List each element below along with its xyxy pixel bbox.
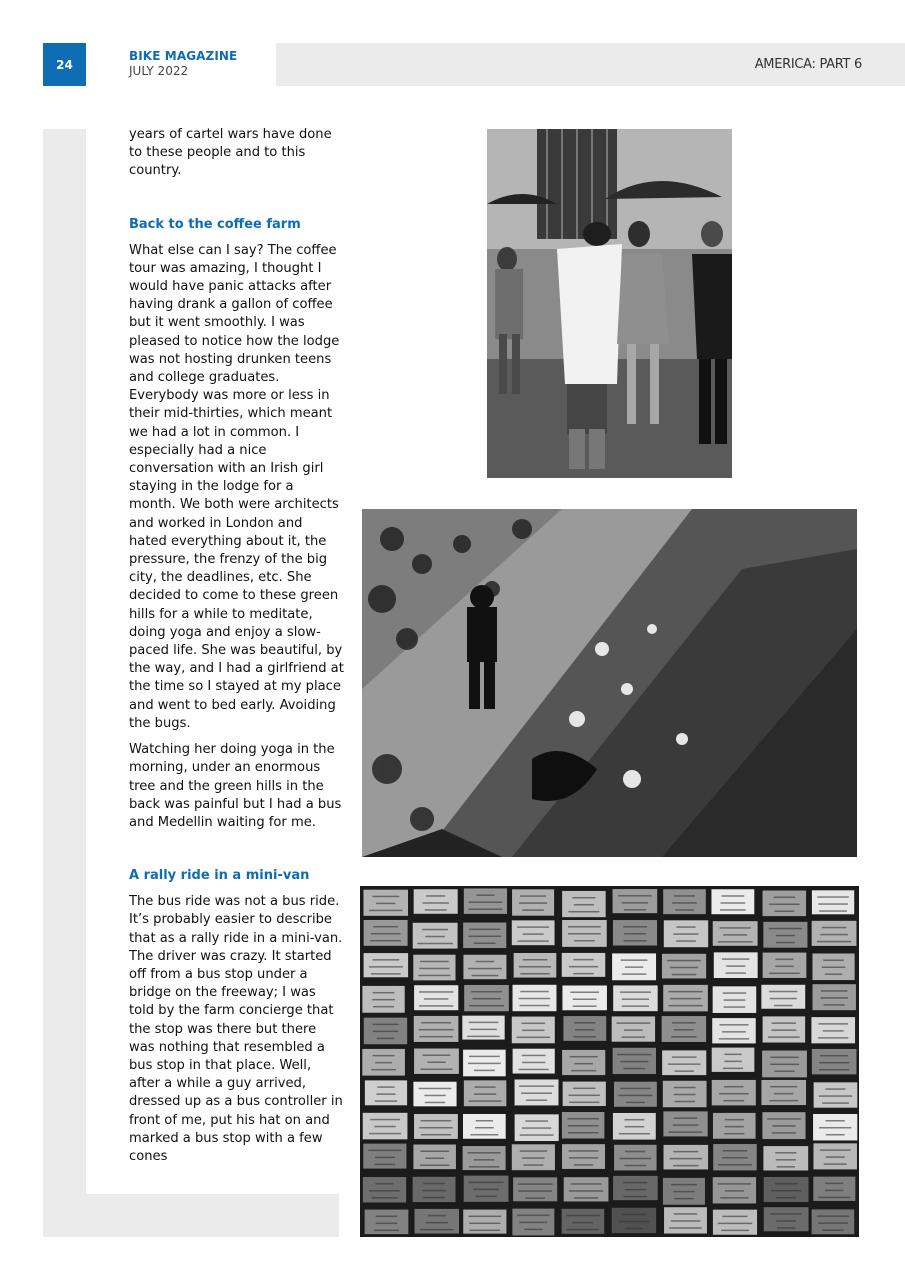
- article-column: [129, 126, 344, 1174]
- heading-coffee-farm: Back to the coffee farm: [129, 216, 301, 232]
- section-title: AMERICA: PART 6: [754, 57, 862, 72]
- footer-strip: [43, 1194, 339, 1237]
- paragraph-yoga: Watching her doing yoga in the morning, under an enormous tree and the green hills in the back was painful but I had a bus and Medellin waiting for me.: [129, 742, 342, 830]
- heading-rally-ride: A rally ride in a mini-van: [129, 868, 310, 884]
- issue-date: JULY 2022: [129, 64, 189, 78]
- paragraph-coffee-tour: What else can I say? The coffee tour was amazing, I thought I would have panic attacks after having drank a gallon of coffee but it went smoothly. I was pleased to notice how the lodge was not hosting drunken teens and college graduates. Everybody was more or less in their mid-thirties, which meant we had a lot in common. I especially had a nice conversation with an Irish girl staying in the lodge for a month. We both were architects and worked in London and hated everything about it, the pressure, the frenzy of the big city, the deadlines, etc. She decided to come to these green hills for a while to meditate, doing yoga and enjoy a slow-paced life. She was beautiful, by the way, and I had a girlfriend at the time so I stayed at my place and went to bed early. Avoiding the bugs.: [129, 242, 344, 731]
- masthead: [129, 49, 237, 78]
- page-number: 24: [43, 43, 86, 86]
- photo-market-aerial: [362, 509, 857, 857]
- intro-paragraph: years of cartel wars have done to these people and to this country.: [129, 127, 332, 179]
- margin-strip: [43, 129, 86, 1237]
- section-header-bar: [276, 43, 905, 86]
- photo-street-umbrellas: [487, 129, 732, 478]
- paragraph-bus-ride: The bus ride was not a bus ride. It’s probably easier to describe that as a rally ride in a mini-van. The driver was crazy. It started off from a bus stop under a bridge on the freeway; I was told by the farm concierge that the stop was there but there was nothing that resembled a bus stop in that place. Well, after a while a guy arrived, dressed up as a bus controller in front of me, put his hat on and marked a bus stop with a few cones: [129, 894, 343, 1164]
- magazine-name: BIKE MAGAZINE: [129, 49, 238, 63]
- photo-memorial-plaques: [360, 886, 859, 1237]
